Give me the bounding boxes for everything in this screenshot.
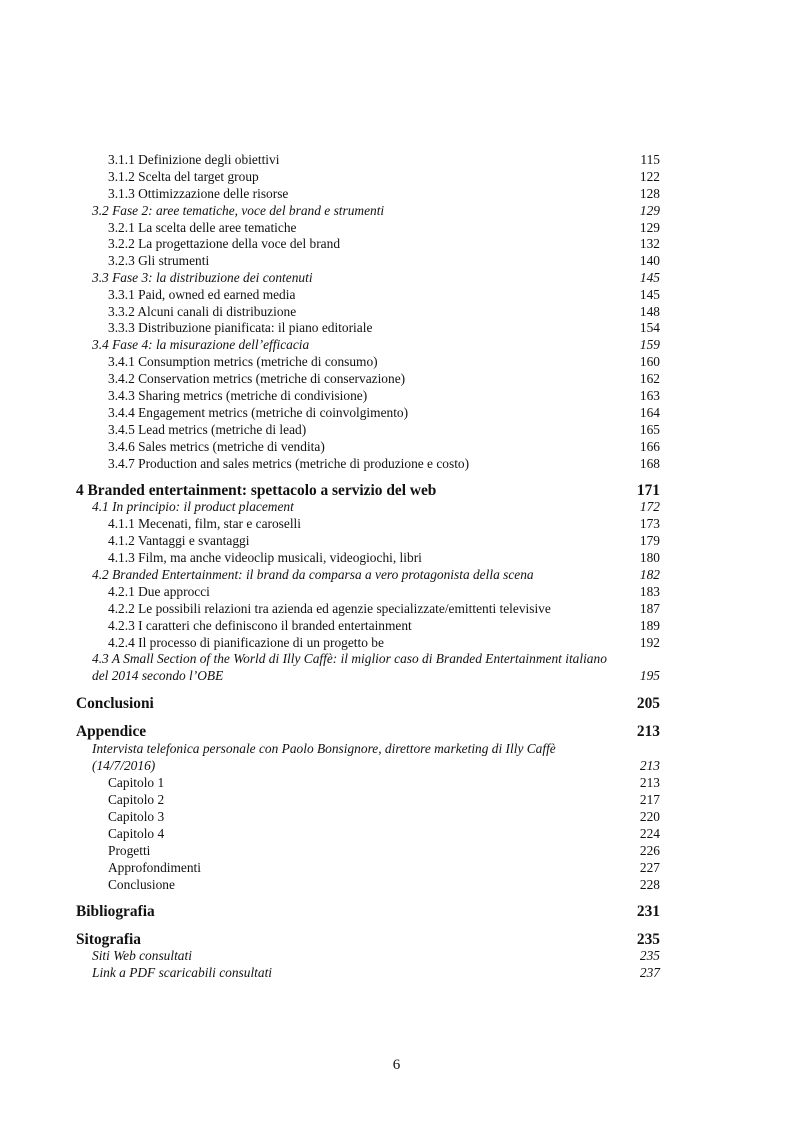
toc-entry-title: del 2014 secondo l’OBE <box>92 668 224 683</box>
toc-entry-page: 166 <box>639 439 660 454</box>
toc-entry-title: 3.3.3 Distribuzione pianificata: il piano editoriale <box>108 320 373 335</box>
toc-entry-page: 183 <box>639 584 660 599</box>
toc-entry-page: 179 <box>639 533 660 548</box>
toc-entry <box>108 809 660 825</box>
toc-entry <box>108 169 660 185</box>
toc-entry-title: 3.3.2 Alcuni canali di distribuzione <box>108 304 297 319</box>
toc-entry-title: 3.3 Fase 3: la distribuzione dei contenuti <box>92 270 313 285</box>
toc-entry-page: 213 <box>639 758 660 773</box>
toc-entry-page: 195 <box>639 668 660 683</box>
toc-entry-page: 224 <box>639 826 660 841</box>
toc-entry-title: Capitolo 2 <box>108 792 165 807</box>
toc-entry-title: 3.2.1 La scelta delle aree tematiche <box>108 220 297 235</box>
toc-entry-title: Conclusione <box>108 877 175 892</box>
toc-entry <box>108 388 660 404</box>
toc-entry-title: 3.4.1 Consumption metrics (metriche di consumo) <box>108 354 378 369</box>
toc-entry-page: 160 <box>639 354 660 369</box>
toc-entry-page: 180 <box>639 550 660 565</box>
toc-entry-page: 162 <box>639 371 660 386</box>
toc-entry-page: 182 <box>639 567 660 582</box>
toc-entry <box>108 635 660 651</box>
toc-entry <box>108 877 660 893</box>
toc-entry-page: 129 <box>639 203 660 218</box>
toc-entry <box>108 550 660 566</box>
toc-entry-page: 122 <box>639 169 660 184</box>
toc-entry-title: 4.1.3 Film, ma anche videoclip musicali, videogiochi, libri <box>108 550 422 565</box>
toc-entry-title: 4.1 In principio: il product placement <box>92 499 294 514</box>
toc-entry <box>108 456 660 472</box>
toc-entry-title: 4.2.3 I caratteri che definiscono il branded entertainment <box>108 618 412 633</box>
toc-entry-page: 235 <box>636 931 660 948</box>
toc-entry-page: 140 <box>639 253 660 268</box>
toc-entry-title: (14/7/2016) <box>92 758 156 773</box>
toc-entry <box>92 499 660 515</box>
toc-entry <box>108 405 660 421</box>
toc-entry <box>108 371 660 387</box>
toc-entry-page: 205 <box>636 695 660 712</box>
toc-entry-title: Sitografia <box>76 931 141 948</box>
toc-entry-title: 4.2.2 Le possibili relazioni tra azienda ed agenzie specializzate/emittenti televisive <box>108 601 551 616</box>
toc-entry <box>108 236 660 252</box>
toc-entry-page: 163 <box>639 388 660 403</box>
toc-entry-title: 3.4.5 Lead metrics (metriche di lead) <box>108 422 307 437</box>
toc-entry-title: Progetti <box>108 843 151 858</box>
toc-entry <box>108 792 660 808</box>
toc-entry-page: 220 <box>639 809 660 824</box>
toc-entry <box>108 354 660 370</box>
toc-entry-page: 173 <box>639 516 660 531</box>
toc-entry-page: 217 <box>639 792 660 807</box>
page-number: 6 <box>392 1057 401 1073</box>
toc-entry <box>92 337 660 353</box>
toc-entry-page: 189 <box>639 618 660 633</box>
toc-entry-title: Capitolo 3 <box>108 809 165 824</box>
toc-entry-title: Bibliografia <box>76 903 155 920</box>
toc-entry <box>108 618 660 634</box>
toc-entry-title: 3.3.1 Paid, owned ed earned media <box>108 287 296 302</box>
toc-entry <box>108 584 660 600</box>
toc-entry-title: 3.4.7 Production and sales metrics (metriche di produzione e costo) <box>108 456 470 471</box>
toc-entry <box>76 903 660 921</box>
toc-entry <box>92 758 660 774</box>
toc-entry-title: 3.4.4 Engagement metrics (metriche di coinvolgimento) <box>108 405 409 420</box>
toc-entry-title: 3.1.1 Definizione degli obiettivi <box>108 152 280 167</box>
toc-entry-page: 192 <box>639 635 660 650</box>
toc-entry-title: Intervista telefonica personale con Paolo Bonsignore, direttore marketing di Illy Caffè <box>92 741 556 756</box>
toc-entry-page: 145 <box>639 270 660 285</box>
toc-entry <box>108 186 660 202</box>
toc-entry-page: 164 <box>639 405 660 420</box>
toc-entry-title: 4.2.4 Il processo di pianificazione di un progetto be <box>108 635 384 650</box>
toc-entry-title: 4.1.1 Mecenati, film, star e caroselli <box>108 516 301 531</box>
toc-entry-title: 4 Branded entertainment: spettacolo a servizio del web <box>76 482 437 499</box>
toc-entry <box>108 253 660 269</box>
toc-entry-title: 3.4.6 Sales metrics (metriche di vendita) <box>108 439 325 454</box>
toc-entry <box>108 439 660 455</box>
toc-entry-page: 129 <box>639 220 660 235</box>
toc-entry-title: 3.2 Fase 2: aree tematiche, voce del brand e strumenti <box>92 203 385 218</box>
toc-entry-title: 3.1.2 Scelta del target group <box>108 169 259 184</box>
toc-entry-title: 3.4.2 Conservation metrics (metriche di conservazione) <box>108 371 406 386</box>
toc-entry <box>92 651 660 667</box>
toc-entry <box>108 843 660 859</box>
toc-entry <box>108 516 660 532</box>
toc-entry-page: 145 <box>639 287 660 302</box>
toc-entry <box>108 826 660 842</box>
toc-entry-title: 3.2.3 Gli strumenti <box>108 253 210 268</box>
toc-entry <box>108 533 660 549</box>
toc-entry-title: 4.3 A Small Section of the World di Illy Caffè: il miglior caso di Branded Entertainment italiano <box>92 651 607 666</box>
toc-entry <box>92 203 660 219</box>
toc-entry <box>92 948 660 964</box>
toc-entry-page: 228 <box>639 877 660 892</box>
toc-entry-page: 231 <box>636 903 660 920</box>
toc-entry <box>108 320 660 336</box>
toc-entry <box>92 567 660 583</box>
toc-entry-title: Capitolo 1 <box>108 775 165 790</box>
toc-entry-title: 3.1.3 Ottimizzazione delle risorse <box>108 186 289 201</box>
toc-entry-page: 235 <box>639 948 660 963</box>
toc-entry-page: 154 <box>639 320 660 335</box>
toc-entry-page: 165 <box>639 422 660 437</box>
toc-entry-page: 148 <box>639 304 660 319</box>
toc-entry-page: 172 <box>639 499 660 514</box>
toc-entry-page: 171 <box>636 482 660 499</box>
toc-entry-page: 226 <box>639 843 660 858</box>
toc-entry-title: 3.4.3 Sharing metrics (metriche di condivisione) <box>108 388 368 403</box>
toc-entry <box>76 931 660 949</box>
toc-entry <box>108 601 660 617</box>
toc-entry-page: 213 <box>639 775 660 790</box>
toc-entry <box>92 741 660 757</box>
toc-entry <box>76 723 660 741</box>
toc-entry <box>108 422 660 438</box>
toc-entry <box>76 695 660 713</box>
toc-entry <box>108 220 660 236</box>
toc-entry-title: Approfondimenti <box>108 860 201 875</box>
toc-entry-title: Siti Web consultati <box>92 948 192 963</box>
toc-entry-page: 227 <box>639 860 660 875</box>
toc-entry <box>108 775 660 791</box>
toc-entry <box>92 965 660 981</box>
toc-entry-page: 159 <box>639 337 660 352</box>
toc-entry-page: 132 <box>639 236 660 251</box>
toc-entry-title: 4.2 Branded Entertainment: il brand da comparsa a vero protagonista della scena <box>92 567 534 582</box>
toc-entry-page: 237 <box>639 965 660 980</box>
toc-entry-page: 115 <box>640 152 660 167</box>
toc-entry-page: 187 <box>639 601 660 616</box>
toc-entry <box>92 270 660 286</box>
toc-entry-page: 213 <box>636 723 660 740</box>
toc-entry <box>76 482 660 500</box>
toc-entry-page: 128 <box>639 186 660 201</box>
toc-entry <box>108 152 660 168</box>
toc-entry-title: 4.1.2 Vantaggi e svantaggi <box>108 533 250 548</box>
toc-entry <box>92 668 660 684</box>
toc-entry-title: Appendice <box>76 723 147 740</box>
toc-entry <box>108 287 660 303</box>
toc-entry-title: 3.2.2 La progettazione della voce del brand <box>108 236 341 251</box>
toc-entry <box>108 304 660 320</box>
toc-entry-title: Capitolo 4 <box>108 826 165 841</box>
toc-entry-title: Link a PDF scaricabili consultati <box>92 965 273 980</box>
toc-entry-title: 4.2.1 Due approcci <box>108 584 210 599</box>
toc-entry <box>108 860 660 876</box>
toc-entry-title: Conclusioni <box>76 695 154 712</box>
toc-entry-title: 3.4 Fase 4: la misurazione dell’efficacia <box>92 337 310 352</box>
toc-entry-page: 168 <box>639 456 660 471</box>
